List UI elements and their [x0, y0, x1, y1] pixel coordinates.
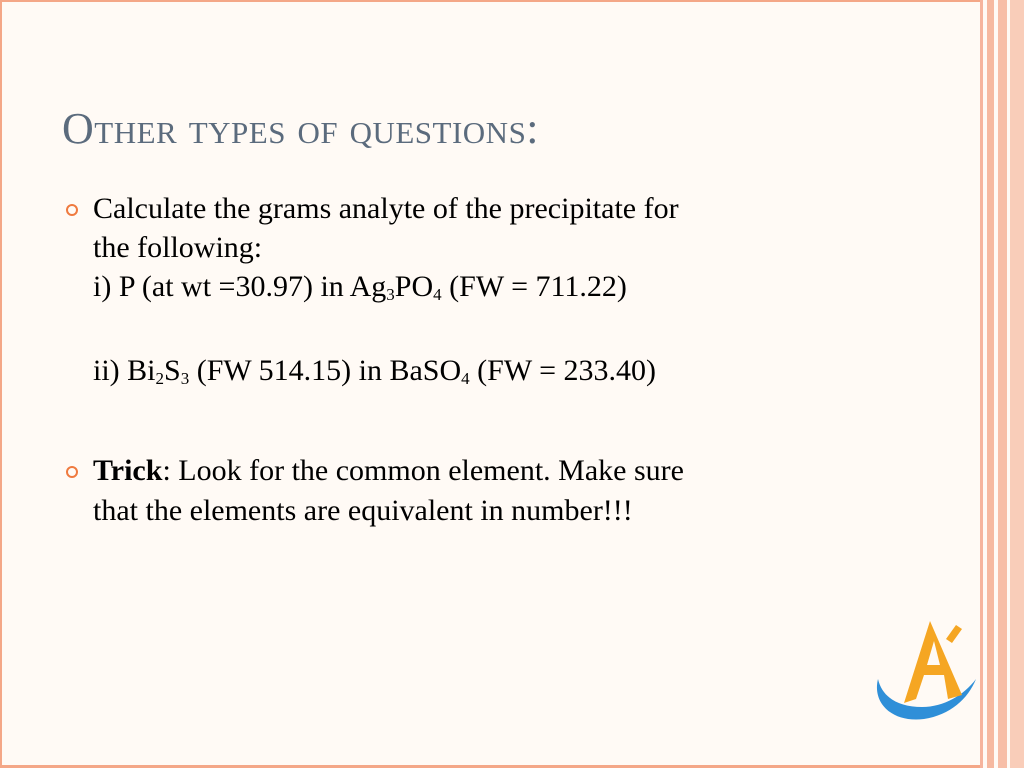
trick-label: Trick	[93, 454, 163, 487]
slide-border-top	[0, 0, 982, 2]
bullet-icon	[66, 204, 78, 216]
formula-text: S	[164, 354, 181, 387]
letter-a-logo-icon	[870, 615, 982, 727]
formula-text: (FW 514.15) in BaSO	[189, 354, 462, 387]
subscript: 3	[180, 369, 190, 388]
slide-title: Other types of questions:	[62, 104, 540, 153]
formula-text: PO	[394, 270, 434, 303]
stripe	[998, 0, 1007, 768]
stripe	[1010, 0, 1024, 768]
bullet1-line1: Calculate the grams analyte of the precipitate for	[93, 192, 679, 225]
slide-border-left	[0, 0, 2, 768]
formula-text: (FW = 233.40)	[469, 354, 657, 387]
bullet-icon	[66, 466, 78, 478]
stripe	[987, 0, 994, 768]
bullet1-line3	[93, 268, 627, 306]
bullet1-line4	[93, 352, 656, 390]
bullet1-line2: the following:	[93, 231, 263, 264]
subscript: 4	[461, 369, 470, 388]
subscript: 4	[433, 285, 442, 304]
subscript: 2	[155, 369, 165, 388]
formula-text: ii) Bi	[93, 354, 156, 387]
bullet2-line2: that the elements are equivalent in number!!!	[93, 494, 633, 527]
bullet2-line1	[93, 452, 684, 490]
formula-text: i) P (at wt =30.97) in Ag	[93, 270, 387, 303]
bullet2-text: : Look for the common element. Make sure	[162, 454, 684, 487]
formula-text: (FW = 711.22)	[441, 270, 627, 303]
decorative-stripes	[980, 0, 1024, 768]
subscript: 3	[386, 285, 395, 304]
